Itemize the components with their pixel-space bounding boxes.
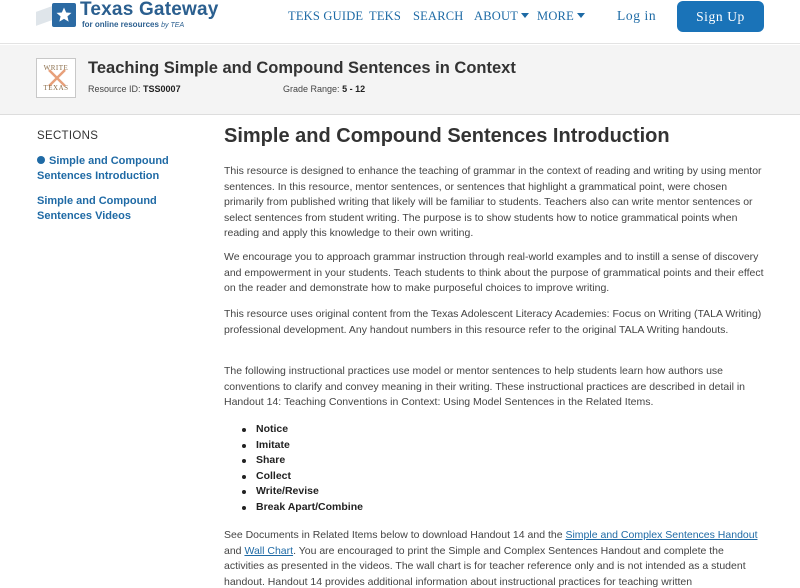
grade-range: Grade Range: 5 - 12 — [283, 84, 366, 94]
nav-about[interactable]: ABOUT — [474, 9, 529, 24]
practice-list — [242, 422, 363, 516]
intro-paragraph-2: We encourage you to approach grammar instruction through real-world examples and to instill a sense of discovery and empowerment in your students. Teach students to think about the purpose of grammatical points and their effect on the reader and demonstrate how to make purposeful choices to improve writing. — [224, 251, 764, 294]
handout-link[interactable]: Simple and Complex Sentences Handout — [565, 529, 758, 541]
list-item: Break Apart/Combine — [242, 500, 363, 516]
list-item: Share — [242, 453, 363, 469]
top-navbar — [0, 0, 800, 44]
nav-search[interactable]: SEARCH — [413, 9, 464, 23]
page-title: Simple and Compound Sentences Introduction — [224, 125, 670, 147]
texas-gateway-logo[interactable] — [40, 0, 220, 34]
nav-teks[interactable]: TEKS — [369, 9, 402, 23]
intro-paragraph-1: This resource is designed to enhance the teaching of grammar in the context of reading and writing by using mentor sentences. In this resource, mentor sentences, or sentences that highlight a grammatical point, were chosen primarily from published writing that likely will be familiar to students. Teachers also can write mentor sentences or select sentences from student writing. The purpose is to show students how to notice grammatical points when reading and apply this knowledge to their own writing. — [224, 165, 762, 239]
nav-teks-guide[interactable]: TEKS GUIDE — [288, 9, 364, 23]
sidebar-item-label: Simple and Compound Sentences Videos — [37, 195, 157, 222]
resource-title: Teaching Simple and Compound Sentences in Context — [88, 59, 516, 77]
intro-paragraph-3: This resource uses original content from the Texas Adolescent Literacy Academies: Focus on Writing (TALA Writing) professional development. Any handout numbers in this resource refer to the original TALA Writing handouts. — [224, 308, 762, 336]
logo-title: Texas Gateway — [80, 0, 219, 20]
thumbnail-bottom-text: TEXAS — [43, 84, 69, 92]
intro-paragraph-4: The following instructional practices use model or mentor sentences to help students learn how authors use conventions to clarify and convey meaning in their writing. These instructional practices are described in detail in Handout 14: Teaching Conventions in Context: Using Model Sentences in the Related Items. — [224, 365, 745, 408]
sidebar-item-videos[interactable] — [37, 194, 187, 224]
active-dot-icon — [37, 156, 45, 164]
sidebar-item-label: Simple and Compound Sentences Introduction — [37, 155, 169, 182]
chevron-down-icon — [577, 13, 585, 18]
list-item: Write/Revise — [242, 484, 363, 500]
documents-paragraph: See Documents in Related Items below to download Handout 14 and the Simple and Complex Sentences Handout and Wall Chart. You are encouraged to print the Simple and Complex Sentences Handout and complete the activities as presented in the videos. The wall chart is for teacher reference only and is not intended as a student handout. Handout 14 provides additional information about instructional practices for teaching written — [224, 529, 758, 588]
nav-more[interactable]: MORE — [537, 9, 585, 24]
sidebar-item-introduction[interactable] — [37, 154, 187, 184]
list-item: Notice — [242, 422, 363, 438]
chevron-down-icon — [521, 13, 529, 18]
thumbnail-top-text: WRITE — [43, 64, 69, 72]
sections-heading: SECTIONS — [37, 130, 99, 142]
resource-id: Resource ID: TSS0007 — [88, 84, 181, 94]
logo-fold-shape — [36, 6, 52, 26]
resource-thumbnail — [36, 58, 76, 98]
resource-header — [0, 45, 800, 115]
star-icon — [52, 3, 76, 27]
logo-subtitle: for online resources by TEA — [82, 20, 185, 29]
login-link[interactable]: Log in — [617, 8, 657, 23]
list-item: Collect — [242, 469, 363, 485]
wall-chart-link[interactable]: Wall Chart — [244, 544, 294, 557]
signup-button[interactable]: Sign Up — [677, 1, 764, 32]
list-item: Imitate — [242, 438, 363, 454]
